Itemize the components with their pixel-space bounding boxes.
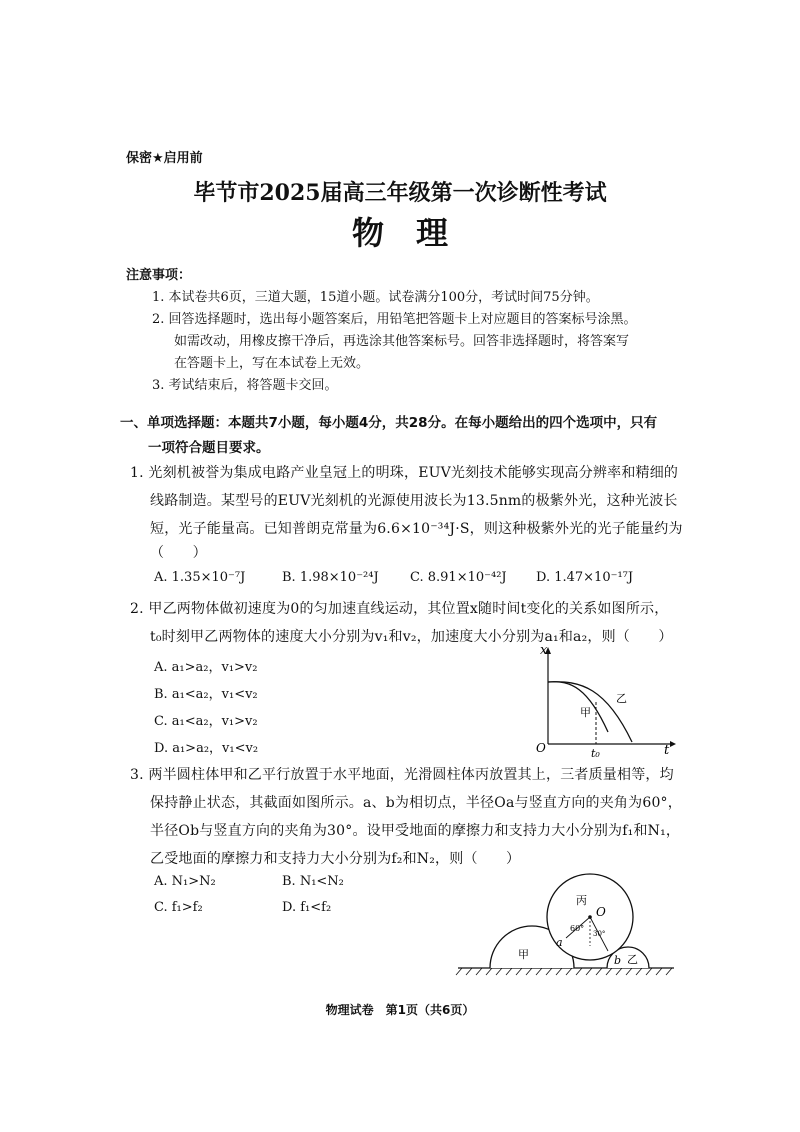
jia-label: 甲 bbox=[518, 948, 529, 961]
jia-label: 甲 bbox=[580, 706, 591, 719]
q2-option-a: A. a₁>a₂，v₁>v₂ bbox=[154, 660, 258, 675]
q1-option-b: B. 1.98×10⁻²⁴J bbox=[282, 570, 379, 585]
q2-text: t₀时刻甲乙两物体的速度大小分别为v₁和v₂，加速度大小分别为a₁和a₂，则（ ） bbox=[150, 629, 673, 645]
q3-text: 半径Ob与竖直方向的夹角为30°。设甲受地面的摩擦力和支持力大小分别为f₁和N₁， bbox=[150, 823, 681, 839]
ground-hatch bbox=[456, 968, 672, 975]
t-axis-arrow bbox=[670, 741, 676, 747]
point-a-label: a bbox=[556, 936, 563, 949]
yi-label: 乙 bbox=[627, 953, 638, 966]
yi-label: 乙 bbox=[616, 692, 627, 705]
o-label: O bbox=[596, 905, 606, 919]
t-label: t bbox=[664, 743, 670, 758]
q2-option-b: B. a₁<a₂，v₁<v₂ bbox=[154, 687, 258, 702]
q1-option-a: A. 1.35×10⁻⁷J bbox=[154, 570, 246, 585]
notice-title: 注意事项： bbox=[126, 268, 192, 283]
notice-item: 1. 本试卷共6页，三道大题，15道小题。试卷满分100分，考试时间75分钟。 bbox=[152, 290, 599, 305]
point-b-label: b bbox=[614, 954, 622, 967]
q3-option-d: D. f₁<f₂ bbox=[282, 900, 332, 915]
subject-title: 物 理 bbox=[351, 214, 448, 252]
q2-text: 2. 甲乙两物体做初速度为0的匀加速直线运动，其位置x随时间t变化的关系如图所示， bbox=[130, 601, 669, 617]
notice-item: 2. 回答选择题时，选出每小题答案后，用铅笔把答题卡上对应题目的答案标号涂黑。 bbox=[152, 312, 637, 327]
notice-item: 在答题卡上，写在本试卷上无效。 bbox=[174, 356, 370, 371]
q1-bracket: （ ） bbox=[150, 545, 207, 561]
q1-option-c: C. 8.91×10⁻⁴²J bbox=[410, 570, 507, 585]
q1-text: 线路制造。某型号的EUV光刻机的光源使用波长为13.5nm的极紫外光，这种光波长 bbox=[150, 493, 678, 509]
q2-option-c: C. a₁<a₂，v₁>v₂ bbox=[154, 714, 258, 729]
q3-text: 保持静止状态，其截面如图所示。a、b为相切点，半径Oa与竖直方向的夹角为60°， bbox=[150, 795, 682, 811]
origin-label: O bbox=[536, 741, 546, 755]
q3-option-c: C. f₁>f₂ bbox=[154, 900, 203, 915]
exam-title: 毕节市2025届高三年级第一次诊断性考试 bbox=[193, 180, 607, 206]
q2-xt-graph bbox=[536, 640, 678, 758]
q2-option-d: D. a₁>a₂，v₁<v₂ bbox=[154, 741, 259, 756]
page-footer: 物理试卷 第1页（共6页） bbox=[325, 1003, 475, 1017]
curve-jia bbox=[548, 682, 608, 732]
q3-option-b: B. N₁<N₂ bbox=[282, 874, 344, 889]
q3-option-a: A. N₁>N₂ bbox=[154, 874, 216, 889]
q1-text: 短，光子能量高。已知普朗克常量为6.6×10⁻³⁴J·S，则这种极紫外光的光子能量约为 bbox=[150, 521, 683, 537]
angle-30-label: 30° bbox=[593, 930, 606, 938]
q1-text: 1. 光刻机被誉为集成电路产业皇冠上的明珠，EUV光刻技术能够实现高分辨率和精细的 bbox=[130, 465, 679, 481]
q3-cylinder-figure bbox=[452, 866, 682, 978]
notice-item: 3. 考试结束后，将答题卡交回。 bbox=[152, 378, 338, 393]
section-heading: 一、单项选择题：本题共7小题，每小题4分，共28分。在每小题给出的四个选项中，只有 bbox=[120, 415, 658, 431]
q3-text: 乙受地面的摩擦力和支持力大小分别为f₂和N₂，则（ ） bbox=[150, 851, 521, 867]
bing-label: 丙 bbox=[576, 894, 587, 907]
x-label: x bbox=[540, 643, 548, 658]
notice-item: 如需改动，用橡皮擦干净后，再选涂其他答案标号。回答非选择题时，将答案写 bbox=[174, 334, 630, 349]
q1-option-d: D. 1.47×10⁻¹⁷J bbox=[536, 570, 634, 585]
t0-label: t₀ bbox=[591, 747, 600, 758]
angle-60-label: 60° bbox=[570, 924, 585, 933]
confidential-label: 保密★启用前 bbox=[126, 151, 203, 166]
q3-text: 3. 两半圆柱体甲和乙平行放置于水平地面，光滑圆柱体丙放置其上，三者质量相等，均 bbox=[130, 767, 674, 783]
section-heading-cont: 一项符合题目要求。 bbox=[148, 440, 270, 456]
